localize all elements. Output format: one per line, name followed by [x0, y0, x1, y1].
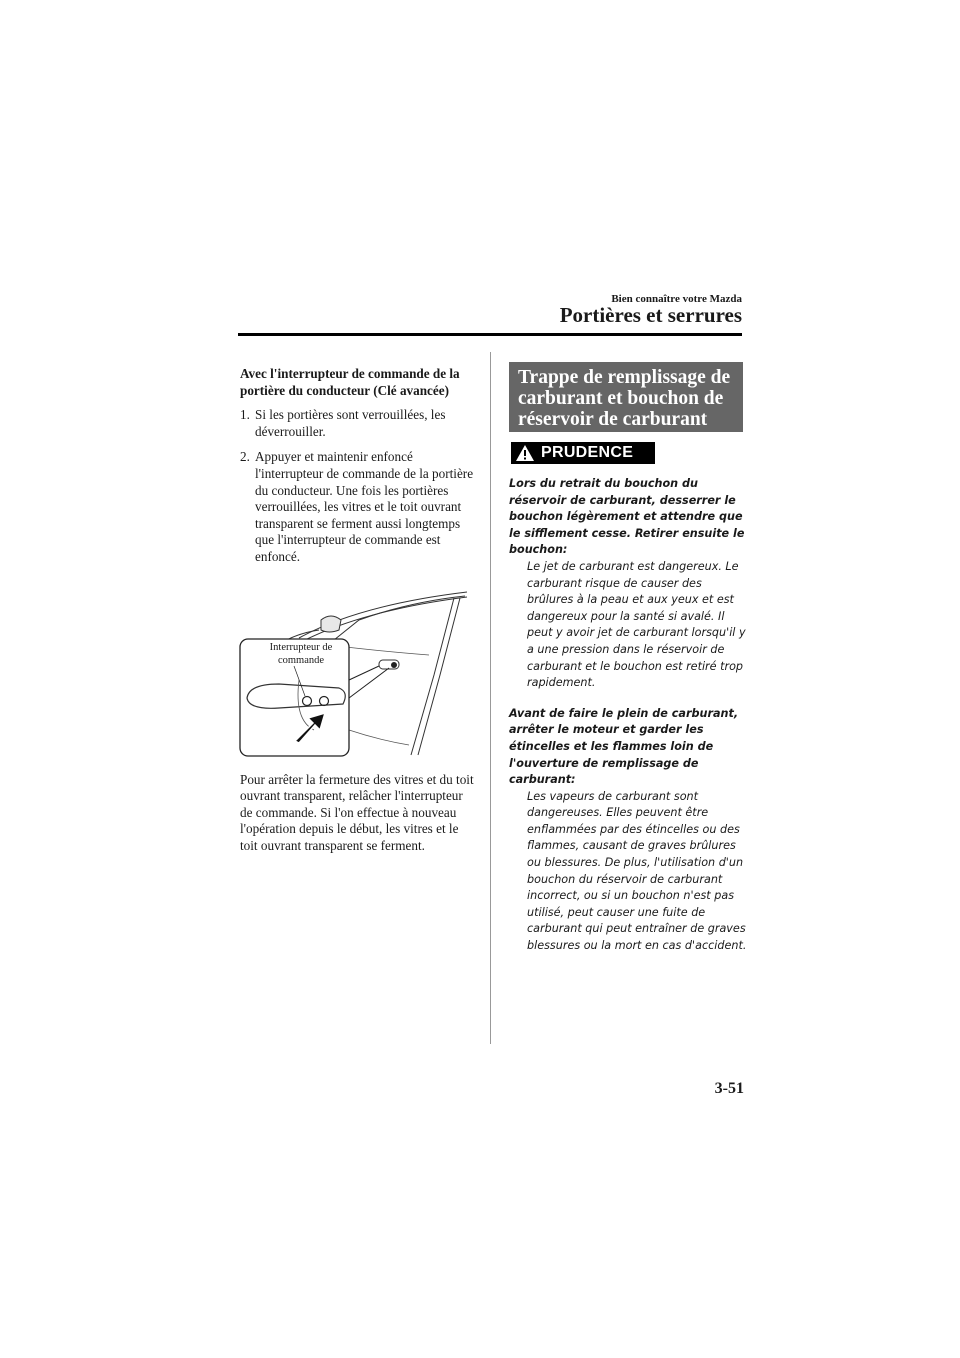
warning-heading: Avant de faire le plein de carburant, arrêter le moteur et garder les étincelles et les flammes loin de l'ouverture de remplissage de carburant: — [509, 706, 739, 787]
page-number: 3-51 — [714, 1080, 744, 1097]
caution-badge — [511, 442, 655, 464]
caution-label: PRUDENCE — [541, 444, 634, 461]
warning-heading: Lors du retrait du bouchon du réservoir de carburant, desserrer le bouchon légèrement et attendre que le sifflement cesse. Retirer ensuite le bouchon: — [509, 477, 745, 557]
warning-block — [509, 706, 747, 955]
car-door-illustration — [239, 580, 472, 758]
warning-body: Les vapeurs de carburant sont dangereuses. Elles peuvent être enflammées par des étincelles ou des flammes, causant de graves brûlures ou blessures. De plus, l'utilisation d'un bouchon du réservoir de carburant incorrect, ou si un bouchon n'est pas utilisé, peut causer une fuite de carburant qui peut entraîner de graves blessures ou la mort en cas d'accident. — [527, 789, 747, 953]
warning-body: Le jet de carburant est dangereux. Le carburant risque de causer des brûlures à la peau et aux yeux et est dangereux pour la santé si avalé. Il peut y avoir jet de carburant lorsqu'il y a une pression dans le réservoir de carburant et le bouchon est retiré trop rapidement. — [527, 559, 746, 690]
column-divider — [490, 352, 491, 1044]
body-paragraph: Pour arrêter la fermeture des vitres et du toit ouvrant transparent, relâcher l'interrupteur de commande. Si l'on effectue à nouveau l'opération depuis le début, les vitres et le toit ouvrant transparent se ferment. — [240, 771, 474, 853]
step-text: Appuyer et maintenir enfoncé l'interrupteur de commande de la portière du conducteur. Une fois les portières verrouillées, les vitres et le toit ouvrant transparent se ferment aussi longtemps que l'interrupteur de commande est enfoncé. — [255, 449, 474, 564]
figure-label: Interrupteur de commande — [269, 641, 333, 666]
section-heading: Avec l'interrupteur de commande de la portière du conducteur (Clé avancée) — [240, 366, 460, 398]
step-text: Si les portières sont verrouillées, les déverrouiller. — [255, 407, 446, 439]
header-rule — [238, 333, 742, 336]
warning-block — [509, 476, 747, 692]
step-number: 2. — [240, 449, 250, 465]
section-title-box: Trappe de remplissage de carburant et bouchon de réservoir de carburant — [509, 362, 743, 432]
header-subtitle: Bien connaître votre Mazda — [611, 293, 742, 305]
header-title: Portières et serrures — [559, 303, 742, 327]
door-switch-figure — [239, 580, 472, 758]
step-item — [240, 449, 476, 565]
warning-triangle-icon — [515, 444, 535, 462]
step-number: 1. — [240, 407, 250, 423]
step-item — [240, 407, 476, 440]
press-arrow-icon — [291, 705, 331, 745]
right-column — [509, 362, 747, 955]
left-column — [240, 366, 476, 855]
